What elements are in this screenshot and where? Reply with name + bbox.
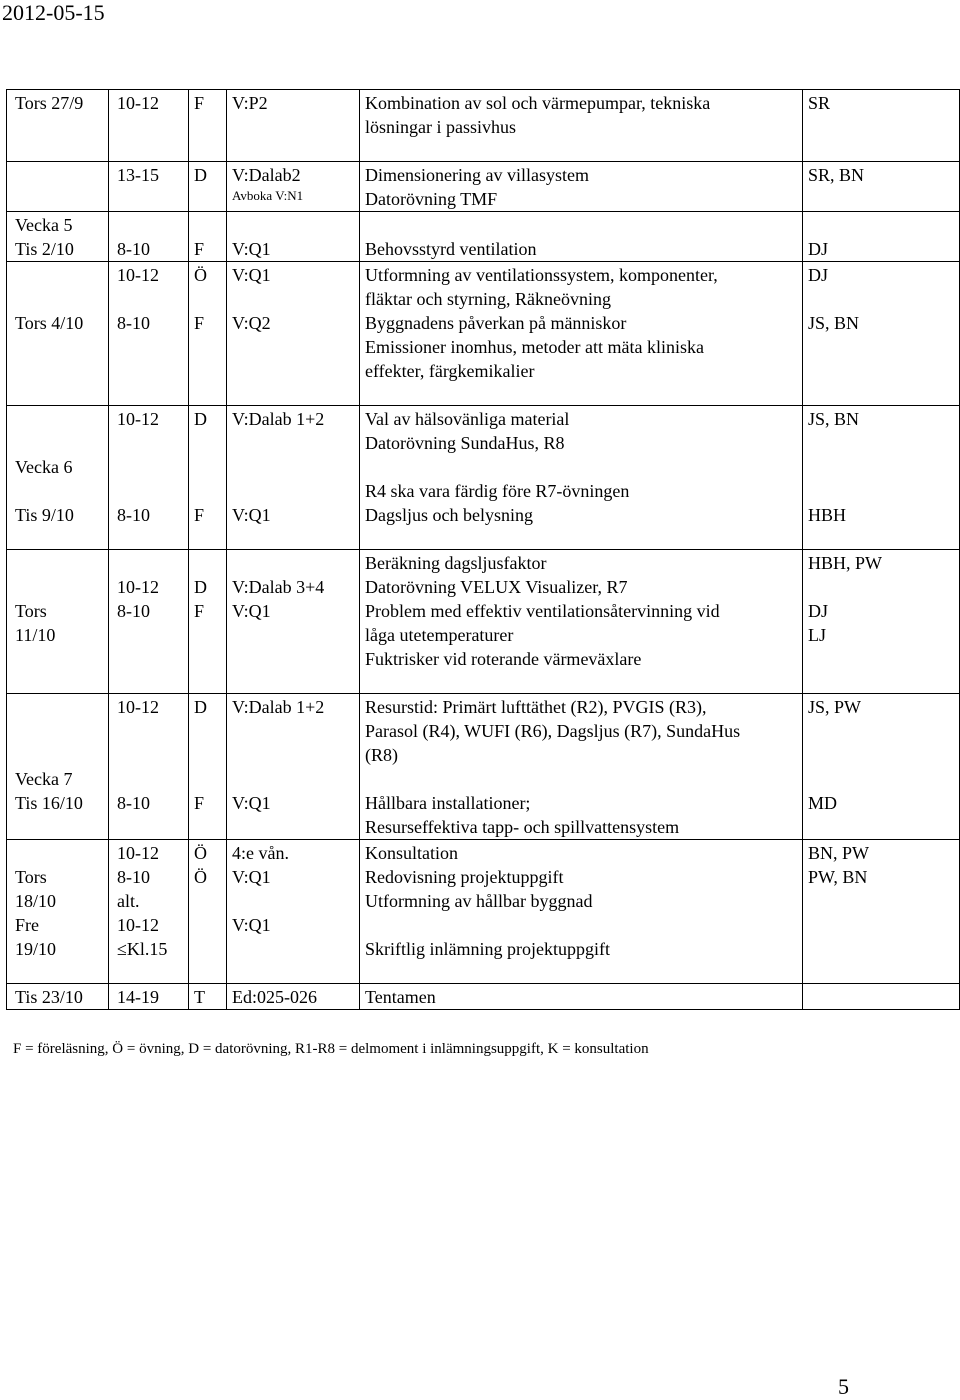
desc-line: Fuktrisker vid roterande värmeväxlare (365, 649, 642, 669)
who-line (808, 287, 959, 311)
room-line: V:Dalab2 (232, 165, 301, 185)
who-line: HBH (808, 505, 847, 525)
who-line: DJ (808, 239, 829, 259)
cell-who (803, 406, 960, 550)
time-line (117, 937, 188, 961)
desc-line: Kombination av sol och värmepumpar, tekniska (365, 93, 711, 113)
cell-type (189, 90, 227, 162)
cell-desc (360, 840, 803, 984)
cell-room (227, 840, 360, 984)
time-line: 8-10 (117, 867, 150, 887)
who-line: JS, BN (808, 409, 860, 429)
room-line (232, 455, 359, 479)
cell-time (109, 90, 189, 162)
table-row (7, 90, 960, 162)
table-row (7, 162, 960, 212)
desc-line: Dagsljus och belysning (365, 505, 533, 525)
who-line: DJ (808, 601, 829, 621)
time-line: 10-12 (117, 697, 159, 717)
day-line: Vecka 5 (15, 215, 73, 235)
cell-day (7, 262, 109, 406)
type-line (194, 287, 226, 311)
cell-desc (360, 550, 803, 694)
desc-line: Problem med effektiv ventilationsåtervinning vid (365, 601, 720, 621)
who-line (808, 479, 959, 503)
who-line: JS, BN (808, 313, 860, 333)
type-line: Ö (194, 867, 207, 887)
cell-who (803, 550, 960, 694)
cell-desc (360, 262, 803, 406)
room-note: Avboka V:N1 (232, 188, 304, 203)
who-line: SR (808, 93, 831, 113)
time-line: 13-15 (117, 165, 159, 185)
cell-time (109, 162, 189, 212)
time-line: 8-10 (117, 601, 150, 621)
room-line (232, 287, 359, 311)
time-text: Kl.15 (126, 939, 168, 959)
day-line: Tors 4/10 (15, 313, 84, 333)
cell-room (227, 694, 360, 840)
who-line (808, 743, 959, 767)
time-line: 8-10 (117, 239, 150, 259)
table-row (7, 212, 960, 262)
who-line (808, 575, 959, 599)
table-row (7, 984, 960, 1010)
cell-day (7, 212, 109, 262)
room-line (232, 431, 359, 455)
room-line (232, 213, 359, 237)
day-line: Tis 9/10 (15, 505, 74, 525)
type-line: F (194, 313, 205, 333)
type-line (194, 431, 226, 455)
type-line: D (194, 409, 207, 429)
day-line: Tis 23/10 (15, 987, 83, 1007)
day-line: Tors (15, 601, 47, 621)
cell-room (227, 212, 360, 262)
cell-time (109, 212, 189, 262)
time-line (117, 431, 188, 455)
who-line: JS, PW (808, 697, 862, 717)
cell-desc (360, 90, 803, 162)
time-line (117, 719, 188, 743)
room-line: V:Dalab 1+2 (232, 409, 325, 429)
day-line: Vecka 7 (15, 769, 73, 789)
day-line (15, 263, 108, 287)
cell-day (7, 694, 109, 840)
time-line: alt. (117, 891, 140, 911)
cell-day (7, 162, 109, 212)
room-line: V:Dalab 1+2 (232, 697, 325, 717)
time-line (117, 743, 188, 767)
desc-line: R4 ska vara färdig före R7-övningen (365, 481, 630, 501)
room-line: V:P2 (232, 93, 268, 113)
room-line: V:Q1 (232, 239, 271, 259)
day-line (15, 743, 108, 767)
desc-line (365, 767, 802, 791)
type-line: F (194, 93, 205, 113)
type-line: F (194, 505, 205, 525)
desc-line: lösningar i passivhus (365, 117, 516, 137)
table-row (7, 262, 960, 406)
desc-line: Beräkning dagsljusfaktor (365, 553, 547, 573)
cell-desc (360, 162, 803, 212)
day-line (15, 287, 108, 311)
desc-line: (R8) (365, 745, 398, 765)
cell-room (227, 162, 360, 212)
type-line: F (194, 601, 205, 621)
type-line: D (194, 165, 207, 185)
desc-line: Datorövning SundaHus, R8 (365, 433, 565, 453)
desc-line: Val av hälsovänliga material (365, 409, 570, 429)
day-line: Tors (15, 867, 47, 887)
cell-who (803, 262, 960, 406)
header-date: 2012-05-15 (2, 0, 105, 25)
cell-type (189, 840, 227, 984)
cell-room (227, 262, 360, 406)
desc-line: Resurseffektiva tapp- och spillvattensystem (365, 817, 680, 837)
desc-line: Parasol (R4), WUFI (R6), Dagsljus (R7), SundaHus (365, 721, 741, 741)
day-line: Tors 27/9 (15, 93, 84, 113)
room-line (232, 767, 359, 791)
who-line (808, 719, 959, 743)
room-line (232, 719, 359, 743)
desc-line (365, 213, 802, 237)
room-line (232, 743, 359, 767)
room-line: V:Q1 (232, 867, 271, 887)
desc-line: Redovisning projektuppgift (365, 867, 564, 887)
time-line: 10-12 (117, 577, 159, 597)
who-line: BN, PW (808, 843, 870, 863)
room-line: V:Q1 (232, 915, 271, 935)
time-line: 10-12 (117, 843, 159, 863)
type-line: D (194, 697, 207, 717)
cell-room (227, 984, 360, 1010)
time-line (117, 551, 188, 575)
day-line: Tis 16/10 (15, 793, 83, 813)
time-line: 10-12 (117, 93, 159, 113)
cell-time (109, 694, 189, 840)
schedule-body (7, 90, 960, 1010)
room-line: Ed:025-026 (232, 987, 317, 1007)
type-line: Ö (194, 843, 207, 863)
table-row (7, 406, 960, 550)
cell-day (7, 90, 109, 162)
cell-time (109, 406, 189, 550)
type-line: F (194, 793, 205, 813)
cell-day (7, 550, 109, 694)
day-line: 11/10 (15, 625, 56, 645)
room-line: V:Q1 (232, 265, 271, 285)
time-line: 8-10 (117, 313, 150, 333)
cell-time (109, 550, 189, 694)
cell-day (7, 984, 109, 1010)
room-line: V:Q1 (232, 793, 271, 813)
who-line (808, 213, 959, 237)
less-equal-icon: ≤ (117, 939, 127, 959)
day-line (15, 575, 108, 599)
who-line: DJ (808, 265, 829, 285)
day-line (15, 695, 108, 719)
type-line (194, 743, 226, 767)
desc-line: fläktar och styrning, Räkneövning (365, 289, 611, 309)
cell-time (109, 984, 189, 1010)
cell-type (189, 694, 227, 840)
legend-text: F = föreläsning, Ö = övning, D = datorövning, R1-R8 = delmoment i inlämningsuppgift, K = konsultation (13, 1041, 649, 1057)
desc-line: Skriftlig inlämning projektuppgift (365, 939, 610, 959)
page-number: 5 (838, 1374, 849, 1399)
cell-time (109, 840, 189, 984)
room-line: V:Dalab 3+4 (232, 577, 325, 597)
room-line (232, 479, 359, 503)
schedule-table (6, 89, 960, 1010)
desc-line: Datorövning VELUX Visualizer, R7 (365, 577, 628, 597)
time-line: 10-12 (117, 915, 159, 935)
desc-line: låga utetemperaturer (365, 625, 514, 645)
room-line: V:Q1 (232, 505, 271, 525)
desc-line (365, 913, 802, 937)
cell-who (803, 212, 960, 262)
day-line (15, 479, 108, 503)
cell-desc (360, 694, 803, 840)
cell-day (7, 840, 109, 984)
cell-who (803, 840, 960, 984)
type-line (194, 455, 226, 479)
room-line (232, 889, 359, 913)
desc-line: Byggnadens påverkan på människor (365, 313, 627, 333)
who-line (808, 455, 959, 479)
day-line: Tis 2/10 (15, 239, 74, 259)
who-line: MD (808, 793, 838, 813)
day-line (15, 163, 108, 187)
cell-who (803, 694, 960, 840)
time-line: 8-10 (117, 505, 150, 525)
desc-line: Dimensionering av villasystem (365, 165, 589, 185)
who-line (808, 985, 959, 1009)
desc-line (365, 455, 802, 479)
time-line (117, 479, 188, 503)
who-line: PW, BN (808, 867, 868, 887)
desc-line: Hållbara installationer; (365, 793, 531, 813)
cell-type (189, 550, 227, 694)
desc-line: effekter, färgkemikalier (365, 361, 535, 381)
cell-room (227, 406, 360, 550)
type-line (194, 479, 226, 503)
cell-type (189, 162, 227, 212)
cell-type (189, 212, 227, 262)
type-line (194, 551, 226, 575)
day-line (15, 551, 108, 575)
type-line: F (194, 239, 205, 259)
day-line (15, 841, 108, 865)
who-line (808, 431, 959, 455)
cell-desc (360, 406, 803, 550)
room-line: V:Q1 (232, 601, 271, 621)
cell-who (803, 984, 960, 1010)
time-line (117, 767, 188, 791)
day-line (15, 719, 108, 743)
type-line: T (194, 987, 205, 1007)
day-line (15, 407, 108, 431)
desc-line: Emissioner inomhus, metoder att mäta kliniska (365, 337, 704, 357)
cell-type (189, 984, 227, 1010)
desc-line: Datorövning TMF (365, 189, 498, 209)
day-line (15, 431, 108, 455)
desc-line: Resurstid: Primärt lufttäthet (R2), PVGIS (R3), (365, 697, 707, 717)
type-line (194, 213, 226, 237)
room-line (232, 551, 359, 575)
cell-who (803, 90, 960, 162)
cell-room (227, 90, 360, 162)
desc-line: Tentamen (365, 987, 436, 1007)
cell-desc (360, 212, 803, 262)
who-line: SR, BN (808, 165, 865, 185)
cell-type (189, 406, 227, 550)
desc-line: Behovsstyrd ventilation (365, 239, 537, 259)
type-line: D (194, 577, 207, 597)
time-line: 8-10 (117, 793, 150, 813)
who-line: LJ (808, 625, 826, 645)
day-line: 19/10 (15, 939, 57, 959)
type-line: Ö (194, 265, 207, 285)
time-line: 10-12 (117, 265, 159, 285)
time-line: 14-19 (117, 987, 159, 1007)
cell-time (109, 262, 189, 406)
time-line (117, 287, 188, 311)
cell-room (227, 550, 360, 694)
table-row (7, 694, 960, 840)
cell-day (7, 406, 109, 550)
cell-who (803, 162, 960, 212)
type-line (194, 767, 226, 791)
table-row (7, 840, 960, 984)
who-line: HBH, PW (808, 553, 883, 573)
desc-line: Konsultation (365, 843, 458, 863)
who-line (808, 767, 959, 791)
day-line: Fre (15, 915, 39, 935)
room-line: V:Q2 (232, 313, 271, 333)
day-line: 18/10 (15, 891, 57, 911)
time-line: 10-12 (117, 409, 159, 429)
desc-line: Utformning av hållbar byggnad (365, 891, 593, 911)
cell-type (189, 262, 227, 406)
room-line: 4:e vån. (232, 843, 289, 863)
time-line (117, 213, 188, 237)
table-row (7, 550, 960, 694)
type-line (194, 719, 226, 743)
time-line (117, 455, 188, 479)
day-line: Vecka 6 (15, 457, 73, 477)
desc-line: Utformning av ventilationssystem, komponenter, (365, 265, 718, 285)
cell-desc (360, 984, 803, 1010)
